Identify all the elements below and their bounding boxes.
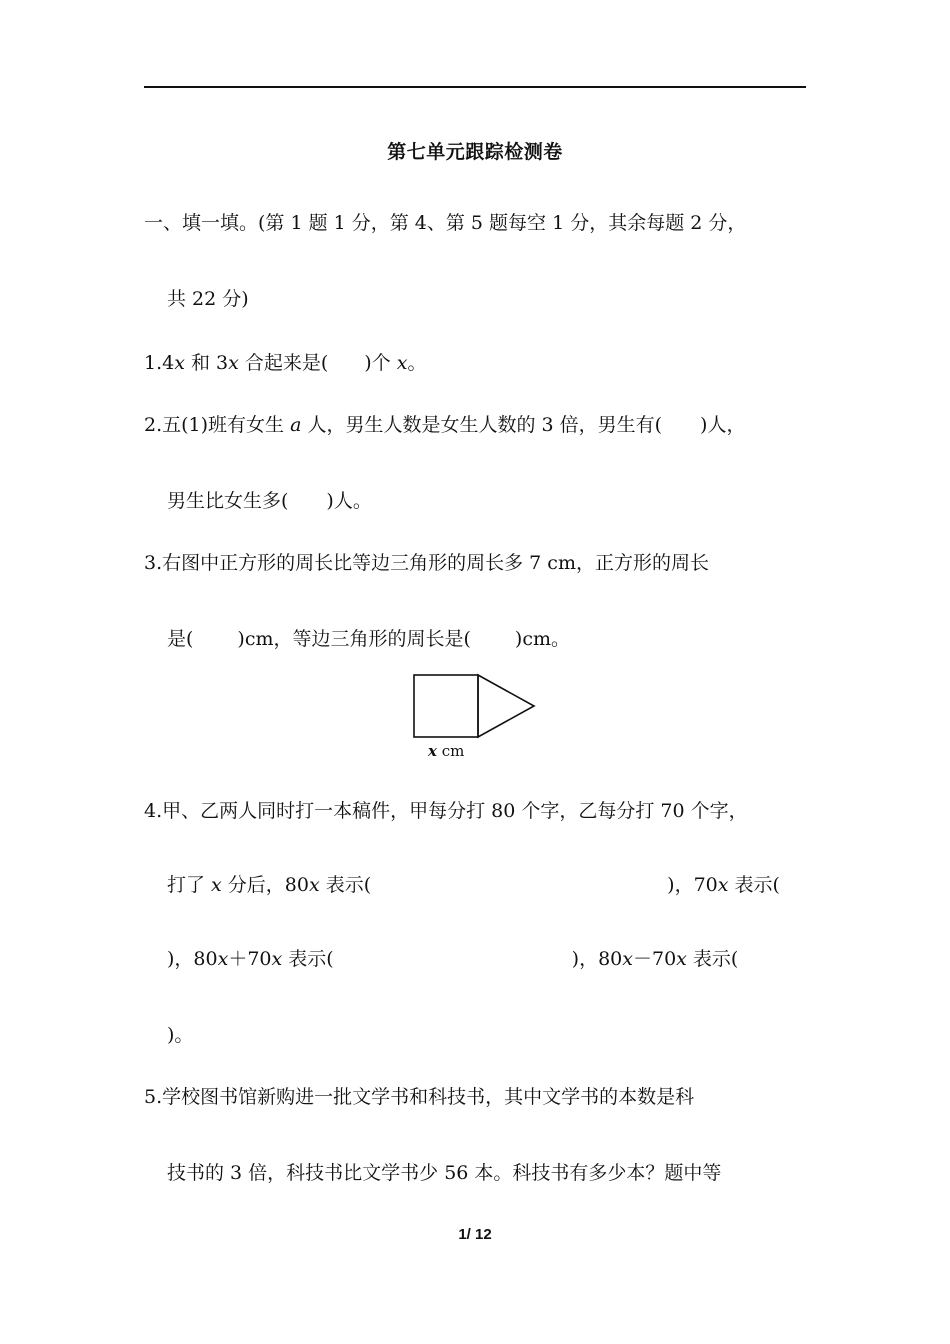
figure-label: x cm <box>428 742 465 760</box>
question-4-line2: 打了 x 分后，80x 表示( )，70x 表示( <box>167 874 780 896</box>
section-heading-cont: 共 22 分) <box>167 288 249 310</box>
question-1: 1.4x 和 3x 合起来是( )个 x。 <box>144 352 427 374</box>
question-4: 4.甲、乙两人同时打一本稿件，甲每分打 80 个字，乙每分打 70 个字， <box>144 800 748 822</box>
question-2: 2.五(1)班有女生 a 人，男生人数是女生人数的 3 倍，男生有( )人， <box>144 414 746 436</box>
question-3-cont: 是( )cm，等边三角形的周长是( )cm。 <box>167 628 570 650</box>
question-3: 3.右图中正方形的周长比等边三角形的周长多 7 cm，正方形的周长 <box>144 552 709 574</box>
page-title: 第七单元跟踪检测卷 <box>387 141 563 163</box>
question-2-cont: 男生比女生多( )人。 <box>167 490 372 512</box>
question-4-line3: )，80x＋70x 表示( )，80x－70x 表示( <box>167 948 739 970</box>
triangle-shape <box>478 675 534 737</box>
page-number: 1/ 12 <box>458 1226 492 1243</box>
header-rule <box>144 86 806 88</box>
question-4-line4: )。 <box>167 1024 194 1046</box>
square-shape <box>414 675 478 737</box>
question-5: 5.学校图书馆新购进一批文学书和科技书，其中文学书的本数是科 <box>144 1086 695 1108</box>
question-5-cont: 技书的 3 倍，科技书比文学书少 56 本。科技书有多少本？题中等 <box>167 1162 722 1184</box>
section-heading: 一、填一填。(第 1 题 1 分，第 4、第 5 题每空 1 分，其余每题 2 分， <box>144 212 747 234</box>
square-triangle-figure <box>410 672 540 764</box>
